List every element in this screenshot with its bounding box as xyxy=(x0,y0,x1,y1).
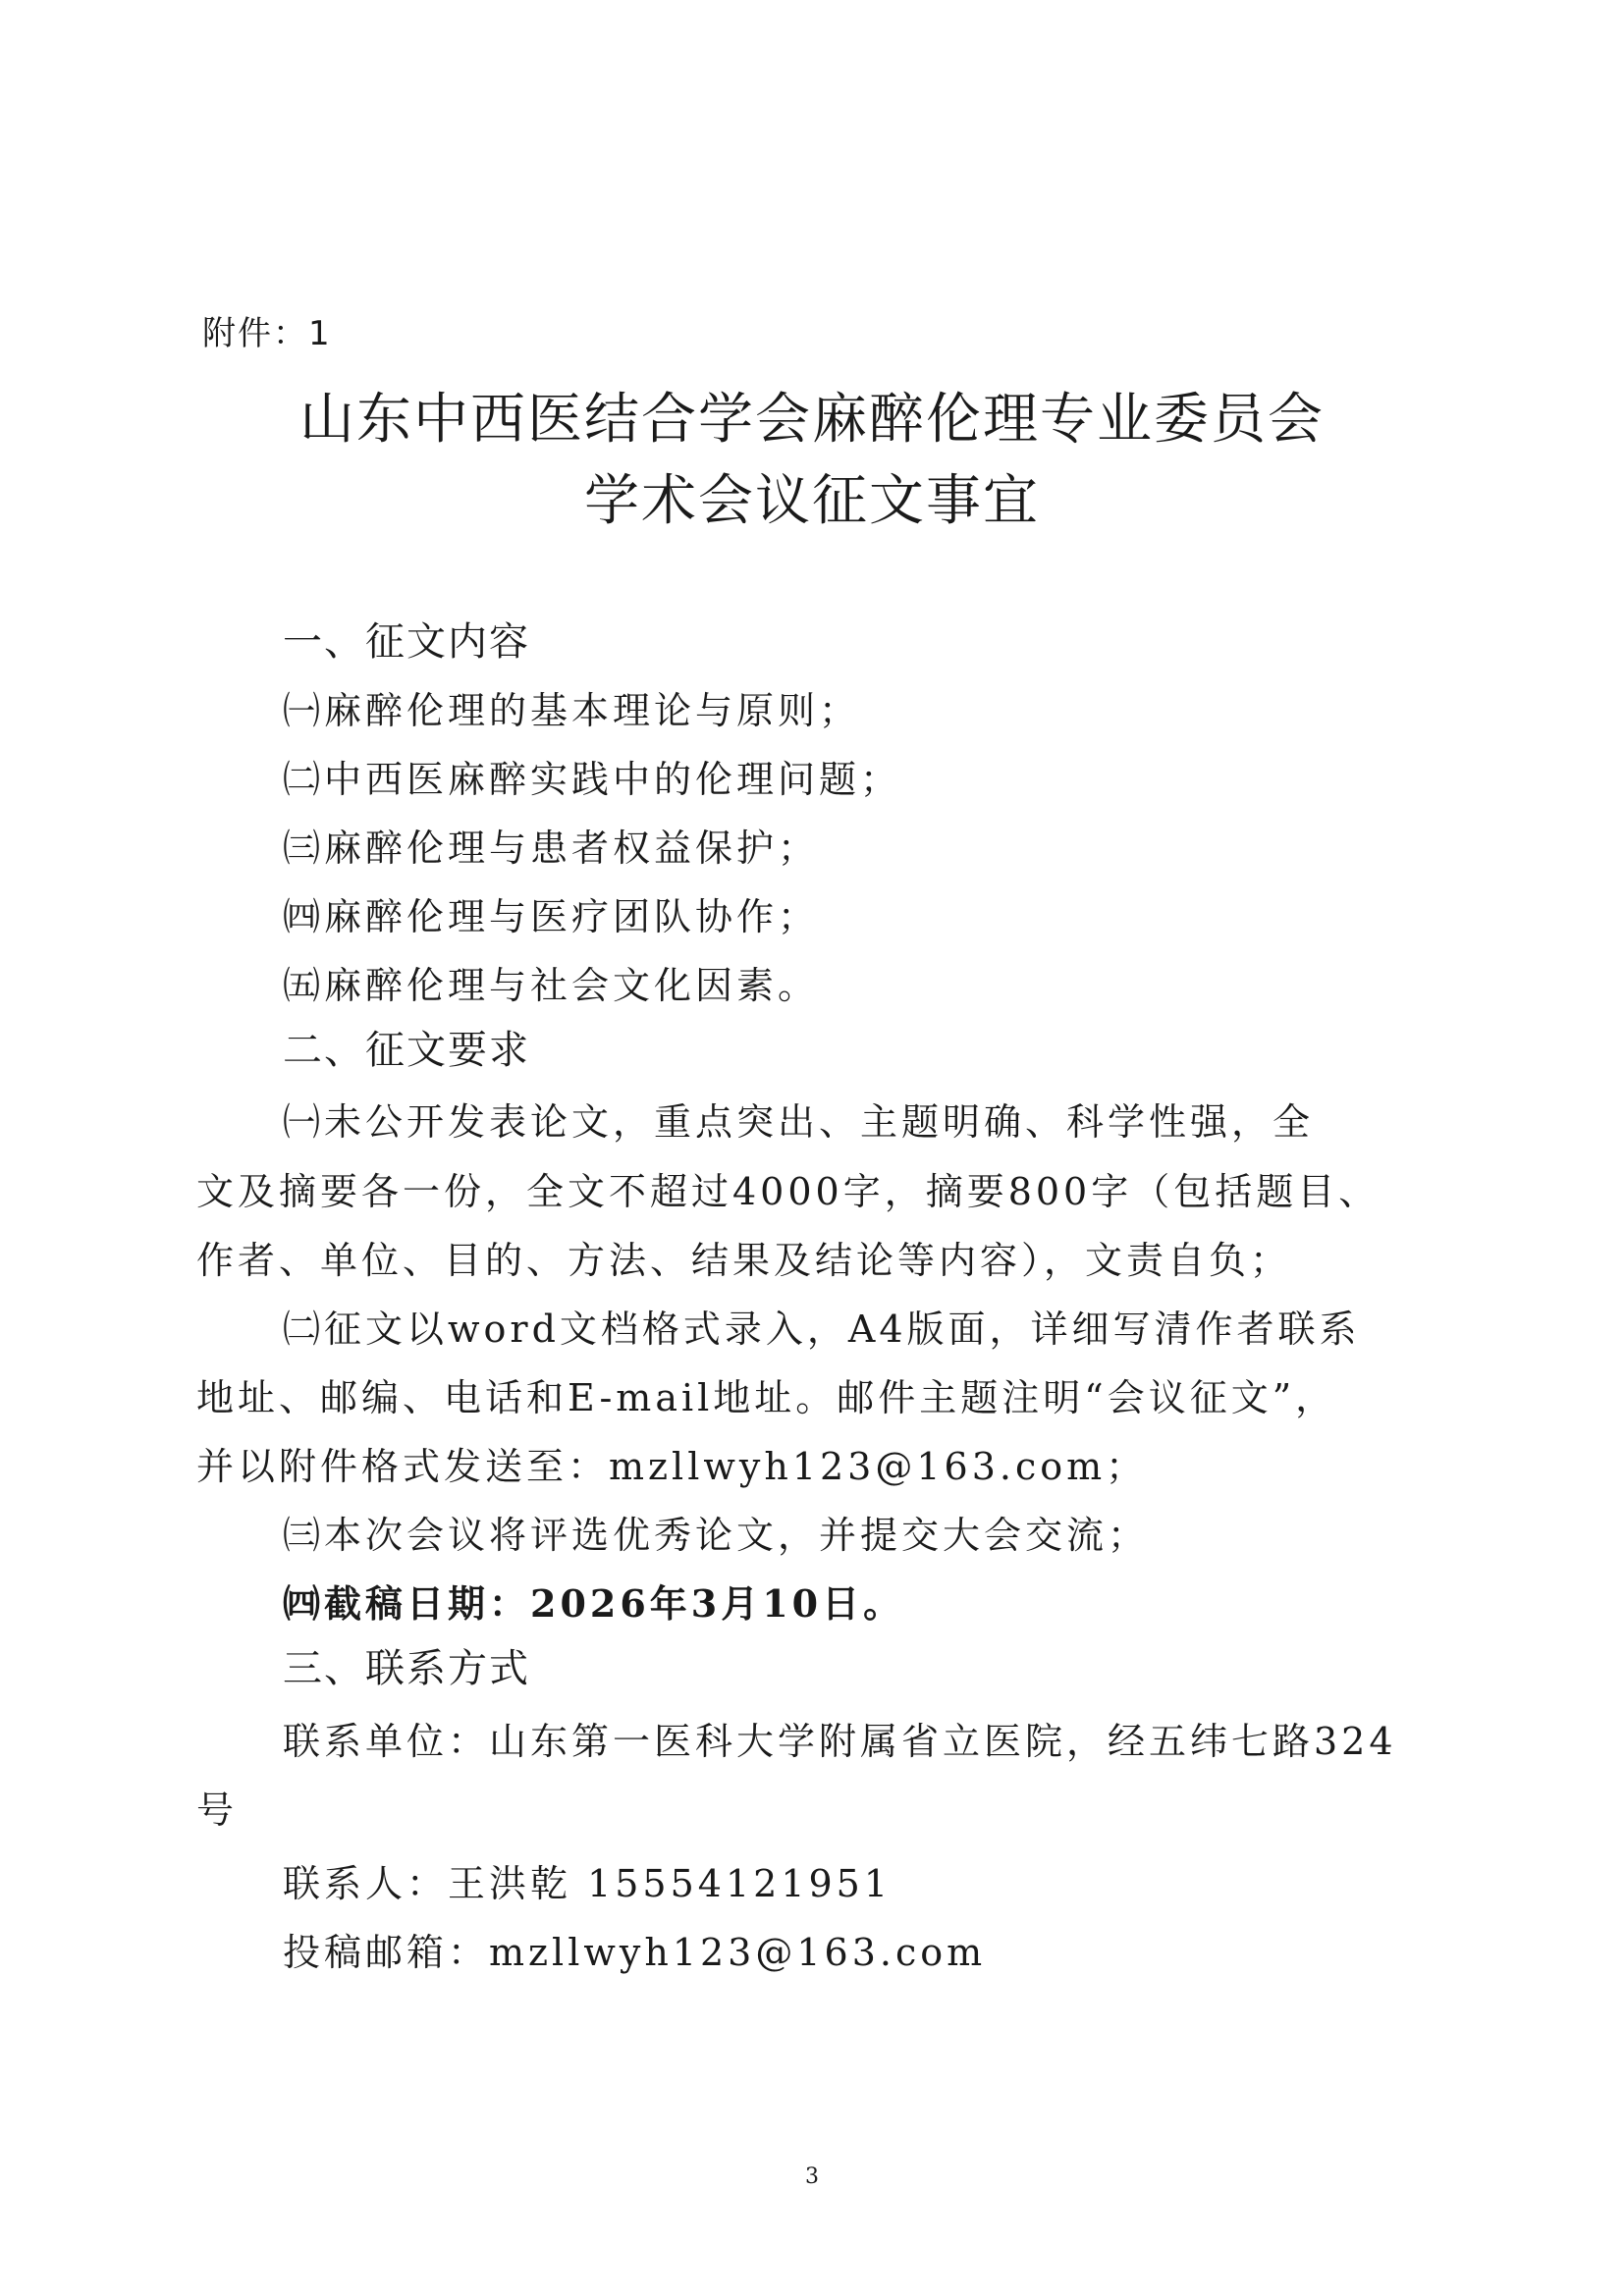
section-1-item-5: ㈤麻醉伦理与社会文化因素。 xyxy=(283,964,820,1007)
section-2-line-3: 作者、单位、目的、方法、结果及结论等内容），文责自负； xyxy=(196,1239,1292,1282)
section-3-heading: 三、联系方式 xyxy=(283,1646,530,1691)
section-2-line-4: ㈡征文以word文档格式录入，A4版面，详细写清作者联系 xyxy=(283,1308,1361,1351)
section-1-item-3: ㈢麻醉伦理与患者权益保护； xyxy=(283,827,820,870)
document-title-line-2: 学术会议征文事宜 xyxy=(584,469,1040,533)
contact-person: 联系人：王洪乾 15554121951 xyxy=(283,1862,893,1905)
contact-unit-line-2: 号 xyxy=(196,1789,239,1832)
section-1-item-4: ㈣麻醉伦理与医疗团队协作； xyxy=(283,895,820,938)
section-1-item-2: ㈡中西医麻醉实践中的伦理问题； xyxy=(283,758,902,801)
submission-email: 投稿邮箱：mzllwyh123@163.com xyxy=(283,1931,987,1974)
section-2-line-6: 并以附件格式发送至：mzllwyh123@163.com； xyxy=(196,1445,1148,1488)
section-2-line-8-deadline: ㈣截稿日期：2026年3月10日。 xyxy=(283,1581,905,1626)
section-1-item-1: ㈠麻醉伦理的基本理论与原则； xyxy=(283,689,861,732)
section-1-heading: 一、征文内容 xyxy=(283,619,530,665)
section-2-line-7: ㈢本次会议将评选优秀论文，并提交大会交流； xyxy=(283,1514,1150,1557)
contact-unit-line-1: 联系单位：山东第一医科大学附属省立医院，经五纬七路324 xyxy=(283,1720,1397,1763)
page-number: 3 xyxy=(805,2164,819,2189)
section-2-line-2: 文及摘要各一份，全文不超过4000字，摘要800字（包括题目、 xyxy=(196,1170,1380,1213)
document-title-line-1: 山东中西医结合学会麻醉伦理专业委员会 xyxy=(299,388,1325,452)
section-2-line-5: 地址、邮编、电话和E-mail地址。邮件主题注明“会议征文”， xyxy=(196,1376,1337,1419)
section-2-line-1: ㈠未公开发表论文，重点突出、主题明确、科学性强，全 xyxy=(283,1100,1315,1144)
attachment-label: 附件：1 xyxy=(202,314,332,353)
section-2-heading: 二、征文要求 xyxy=(283,1028,530,1073)
